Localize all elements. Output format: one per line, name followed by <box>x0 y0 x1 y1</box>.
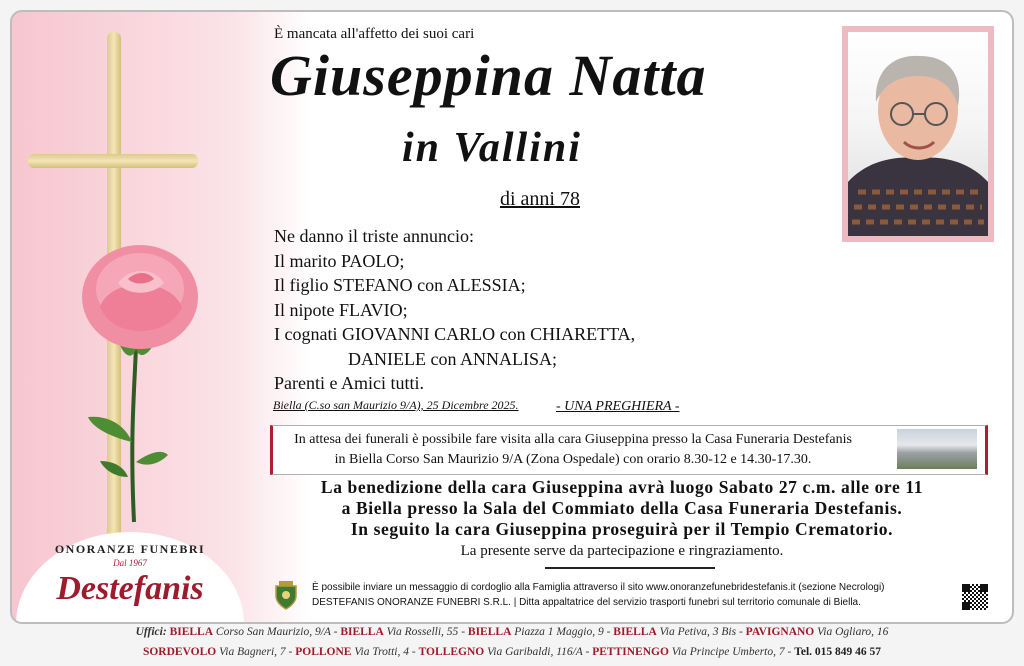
footer-line-2: SORDEVOLO Via Bagneri, 7 - POLLONE Via Trotti, 4 - TOLLEGNO Via Garibaldi, 116/A - PETTINENGO Via Principe Umberto, 7 - Tel. 015 849 46 57 <box>142 646 882 658</box>
coat-of-arms-icon <box>274 580 298 610</box>
visit-text <box>273 430 873 470</box>
office-address: Via Principe Umberto, 7 <box>671 646 785 658</box>
office-city: PAVIGNANO <box>745 626 815 638</box>
married-name: in Vallini <box>402 125 582 171</box>
phone-number: Tel. 015 849 46 57 <box>794 646 882 658</box>
participation-text: La presente serve da partecipazione e ringraziamento. <box>460 543 784 559</box>
offices-label: Uffici: <box>135 626 167 638</box>
rose-icon <box>70 237 210 527</box>
message-line: È possibile inviare un messaggio di cordoglio alla Famiglia attraverso il sito www.onoranzefunebridestefanis.it (sezione Necrologi) <box>312 582 885 593</box>
announcement-line: Il nipote FLAVIO; <box>274 299 408 320</box>
blessing-line: In seguito la cara Giuseppina proseguirà per il Tempio Crematorio. <box>350 519 894 539</box>
announcement-line: Ne danno il triste annuncio: <box>274 226 474 246</box>
office-address: Via Rosselli, 55 <box>386 626 459 638</box>
office-address: Via Ogliaro, 16 <box>817 626 889 638</box>
office-address: Via Trotti, 4 <box>354 646 409 658</box>
deceased-name: Giuseppina Natta <box>270 43 707 108</box>
blessing-line: La benedizione della cara Giuseppina avrà luogo Sabato 27 c.m. alle ore 11 <box>320 477 924 497</box>
office-city: POLLONE <box>295 646 352 658</box>
announcement-line: Il marito PAOLO; <box>274 250 405 271</box>
portrait-photo <box>848 32 988 236</box>
funeral-home-photo <box>897 429 977 469</box>
office-city: BIELLA <box>169 626 214 638</box>
office-address: Via Garibaldi, 116/A <box>487 646 583 658</box>
age-text: di anni 78 <box>500 188 580 210</box>
blessing-line: a Biella presso la Sala del Commiato della Casa Funeraria Destefanis. <box>341 498 903 518</box>
office-city: PETTINENGO <box>592 646 669 658</box>
visit-line: In attesa dei funerali è possibile fare visita alla cara Giuseppina presso la Casa Funeraria Destefanis <box>294 432 852 447</box>
condolence-message <box>312 580 885 610</box>
place-date: Biella (C.so san Maurizio 9/A), 25 Dicembre 2025. <box>273 398 519 412</box>
divider <box>545 567 715 569</box>
announcement-list <box>274 224 635 396</box>
office-city: TOLLEGNO <box>418 646 485 658</box>
announcement-line: Parenti e Amici tutti. <box>274 373 424 393</box>
message-line: DESTEFANIS ONORANZE FUNEBRI S.R.L. | Ditta appaltatrice del servizio trasporti funebri sul territorio comunale di Biella. <box>312 597 861 608</box>
office-address: Corso San Maurizio, 9/A <box>215 626 331 638</box>
announcement-line: Il figlio STEFANO con ALESSIA; <box>274 275 526 295</box>
office-city: BIELLA <box>467 626 512 638</box>
announcement-line: DANIELE con ANNALISA; <box>348 348 557 369</box>
blessing-text <box>262 477 982 540</box>
footer-line-1: Uffici: BIELLA Corso San Maurizio, 9/A - BIELLA Via Rosselli, 55 - BIELLA Piazza 1 Maggio, 9 - BIELLA Via Petiva, 3 Bis - PAVIGNANO Via Ogliaro, 16 <box>135 626 889 638</box>
visit-info-box <box>270 425 988 475</box>
office-address: Piazza 1 Maggio, 9 <box>514 626 604 638</box>
photo-frame <box>842 26 994 242</box>
office-address: Via Bagneri, 7 <box>219 646 286 658</box>
office-address: Via Petiva, 3 Bis <box>659 626 737 638</box>
office-city: BIELLA <box>613 626 657 638</box>
logo-year: Dal 1967 <box>113 558 147 568</box>
footer-offices <box>0 622 1024 662</box>
obituary-card <box>10 10 1014 624</box>
cross-horizontal-beam <box>28 154 198 168</box>
destefanis-logo <box>16 532 244 624</box>
office-city: SORDEVOLO <box>142 646 217 658</box>
logo-arc-text: ONORANZE FUNEBRI <box>54 542 206 556</box>
qr-code-icon[interactable] <box>962 584 988 610</box>
intro-text: È mancata all'affetto dei suoi cari <box>274 26 475 42</box>
visit-line: in Biella Corso San Maurizio 9/A (Zona Ospedale) con orario 8.30-12 e 14.30-17.30. <box>334 452 812 467</box>
office-city: BIELLA <box>340 626 384 638</box>
prayer-link[interactable]: - UNA PREGHIERA - <box>556 399 680 414</box>
logo-name: Destefanis <box>56 570 204 607</box>
announcement-line: I cognati GIOVANNI CARLO con CHIARETTA, <box>274 324 636 344</box>
